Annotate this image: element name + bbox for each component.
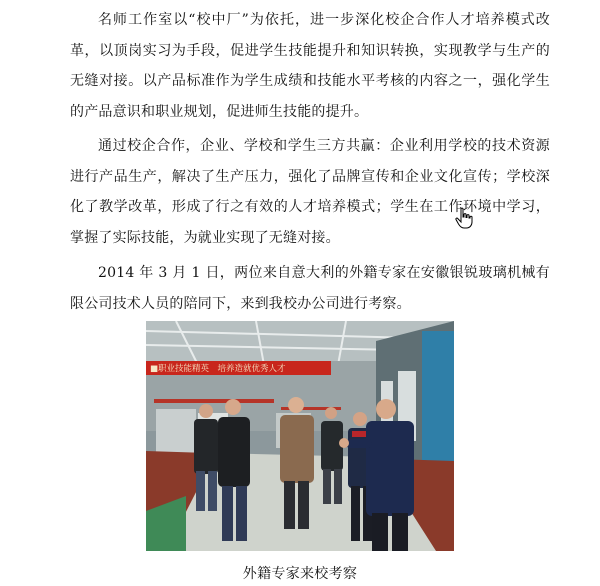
paragraph-2: 通过校企合作，企业、学校和学生三方共赢：企业利用学校的技术资源进行产品生产，解决了生产压力，强化了品牌宣传和企业文化宣传；学校深化了教学改革，形成了行之有效的人才培养模式；学生在工作环境中学习，掌握了实际技能，为就业实现了无缝对接。 <box>70 138 550 246</box>
photo-caption: 外籍专家来校考察 <box>242 566 358 582</box>
hand-pointer-icon <box>455 207 473 229</box>
paragraph-1: 名师工作室以“校中厂”为依托，进一步深化校企合作人才培养模式改革，以顶岗实习为手段，促进学生技能提升和知识转换，实现教学与生产的无缝对接。以产品标准作为学生成绩和技能水平考核的内容之一，强化学生的产品意识和职业规划，促进师生技能的提升。 <box>70 12 550 120</box>
paragraph-3: 2014 年 3 月 1 日，两位来自意大利的外籍专家在安徽银锐玻璃机械有限公司技术人员的陪同下，来到我校办公司进行考察。 <box>70 265 550 312</box>
factory-visit-photo <box>146 321 454 551</box>
photo-banner-text: ■职业技能精英 培养造就优秀人才 <box>150 364 286 374</box>
